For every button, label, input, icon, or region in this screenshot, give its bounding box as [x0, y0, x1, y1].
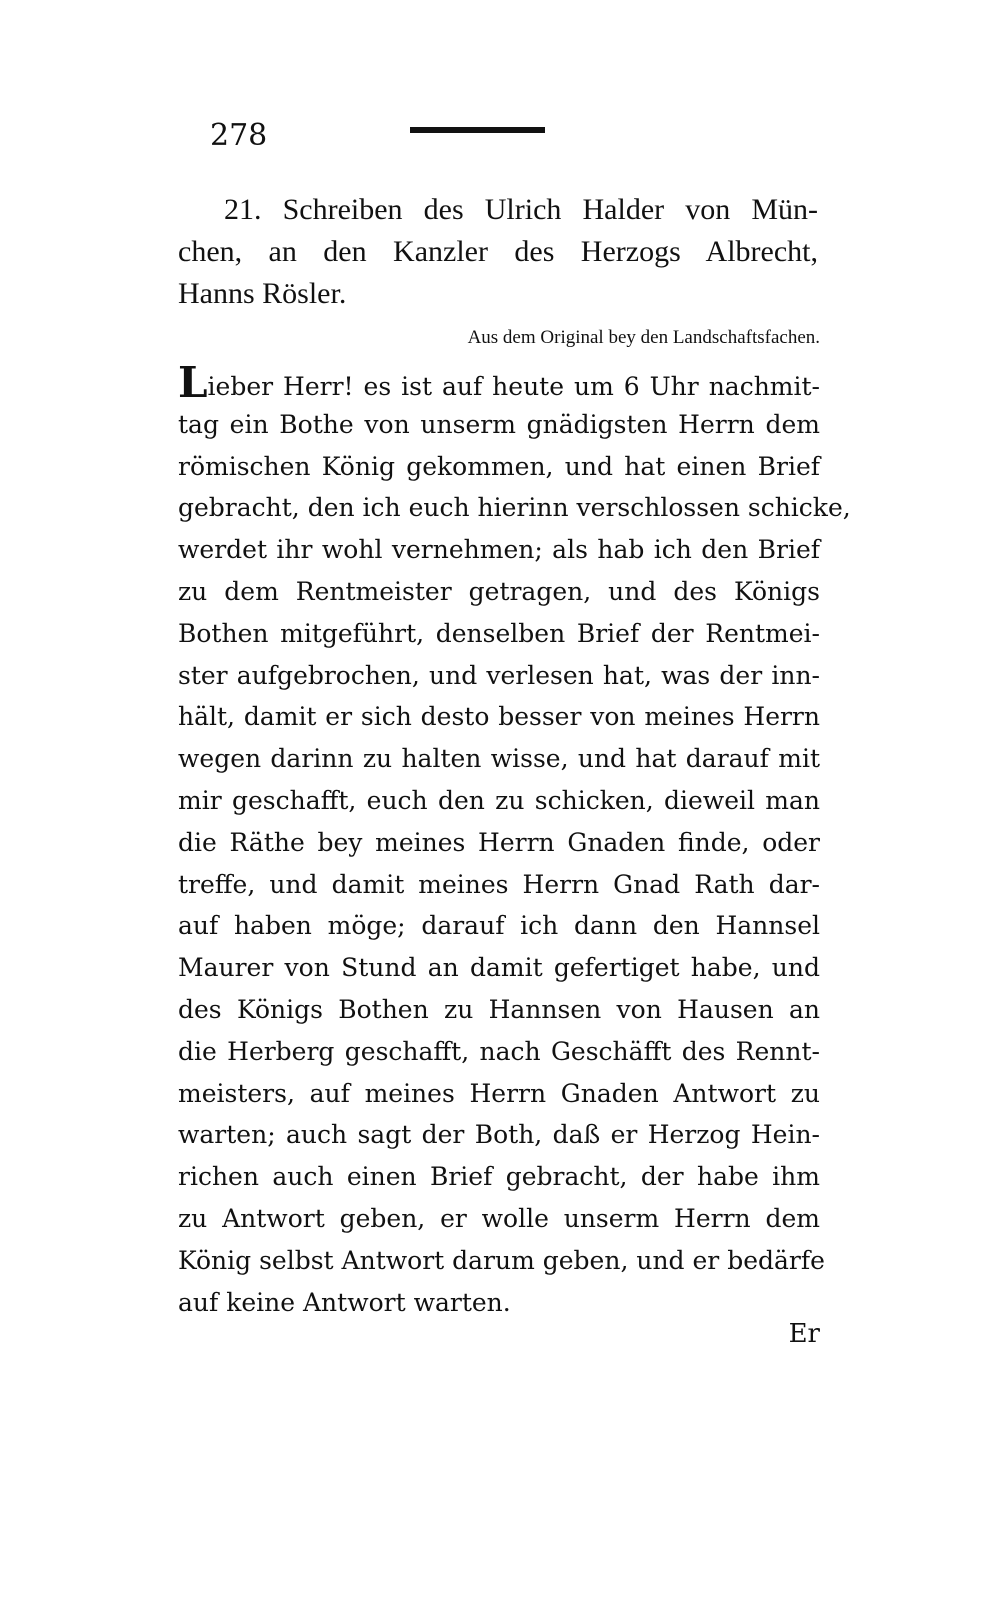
- body-line: [178, 358, 820, 407]
- body-line: die Herberg geschafft, nach Geschäfft des Rennt-: [178, 1036, 820, 1066]
- heading-line: Hanns Rösler.: [178, 277, 347, 310]
- page-number: 278: [210, 118, 268, 153]
- document-heading: [178, 189, 818, 315]
- body-line: ster aufgebrochen, und verlesen hat, was der inn-: [178, 660, 820, 690]
- body-line: auf haben möge; darauf ich dann den Hannsel: [178, 911, 820, 941]
- body-line: gebracht, den ich euch hierinn verschlossen schicke,: [178, 493, 851, 523]
- body-line: die Räthe bey meines Herrn Gnaden finde, oder: [178, 827, 820, 857]
- body-line: werdet ihr wohl vernehmen; als hab ich den Brief: [178, 535, 820, 565]
- letter-body: [178, 358, 851, 1323]
- body-line: warten; auch sagt der Both, daß er Herzog Hein-: [178, 1120, 820, 1150]
- catchword: Er: [788, 1319, 820, 1349]
- body-line: mir geschafft, euch den zu schicken, dieweil man: [178, 785, 820, 815]
- body-line: Maurer von Stund an damit gefertiget habe, und: [178, 953, 820, 983]
- body-line: römischen König gekommen, und hat einen Brief: [178, 451, 820, 481]
- body-line: tag ein Bothe von unserm gnädigsten Herrn dem: [178, 409, 820, 439]
- body-line: richen auch einen Brief gebracht, der habe ihm: [178, 1162, 820, 1192]
- first-line-text: ieber Herr! es ist auf heute um 6 Uhr nachmit-: [207, 372, 820, 401]
- body-line: meisters, auf meines Herrn Gnaden Antwort zu: [178, 1078, 820, 1108]
- body-line: auf keine Antwort warten.: [178, 1287, 511, 1317]
- heading-line: 21. Schreiben des Ulrich Halder von Mün-: [224, 193, 818, 226]
- body-line: hält, damit er sich desto besser von meines Herrn: [178, 702, 820, 732]
- source-note: Aus dem Original bey den Landschaftsfachen.: [467, 327, 820, 348]
- body-line: zu dem Rentmeister getragen, und des Königs: [178, 576, 820, 606]
- body-line: treffe, und damit meines Herrn Gnad Rath dar-: [178, 869, 820, 899]
- body-line: König selbst Antwort darum geben, und er bedärfe: [178, 1245, 825, 1275]
- body-line: wegen darinn zu halten wisse, und hat darauf mit: [178, 744, 820, 774]
- body-line: zu Antwort geben, er wolle unserm Herrn dem: [178, 1203, 820, 1233]
- body-line: Bothen mitgeführt, denselben Brief der Rentmei-: [178, 618, 820, 648]
- drop-cap: L: [178, 358, 208, 407]
- heading-line: chen, an den Kanzler des Herzogs Albrecht,: [178, 235, 818, 268]
- body-line: des Königs Bothen zu Hannsen von Hausen an: [178, 994, 820, 1024]
- header-rule: [410, 127, 545, 133]
